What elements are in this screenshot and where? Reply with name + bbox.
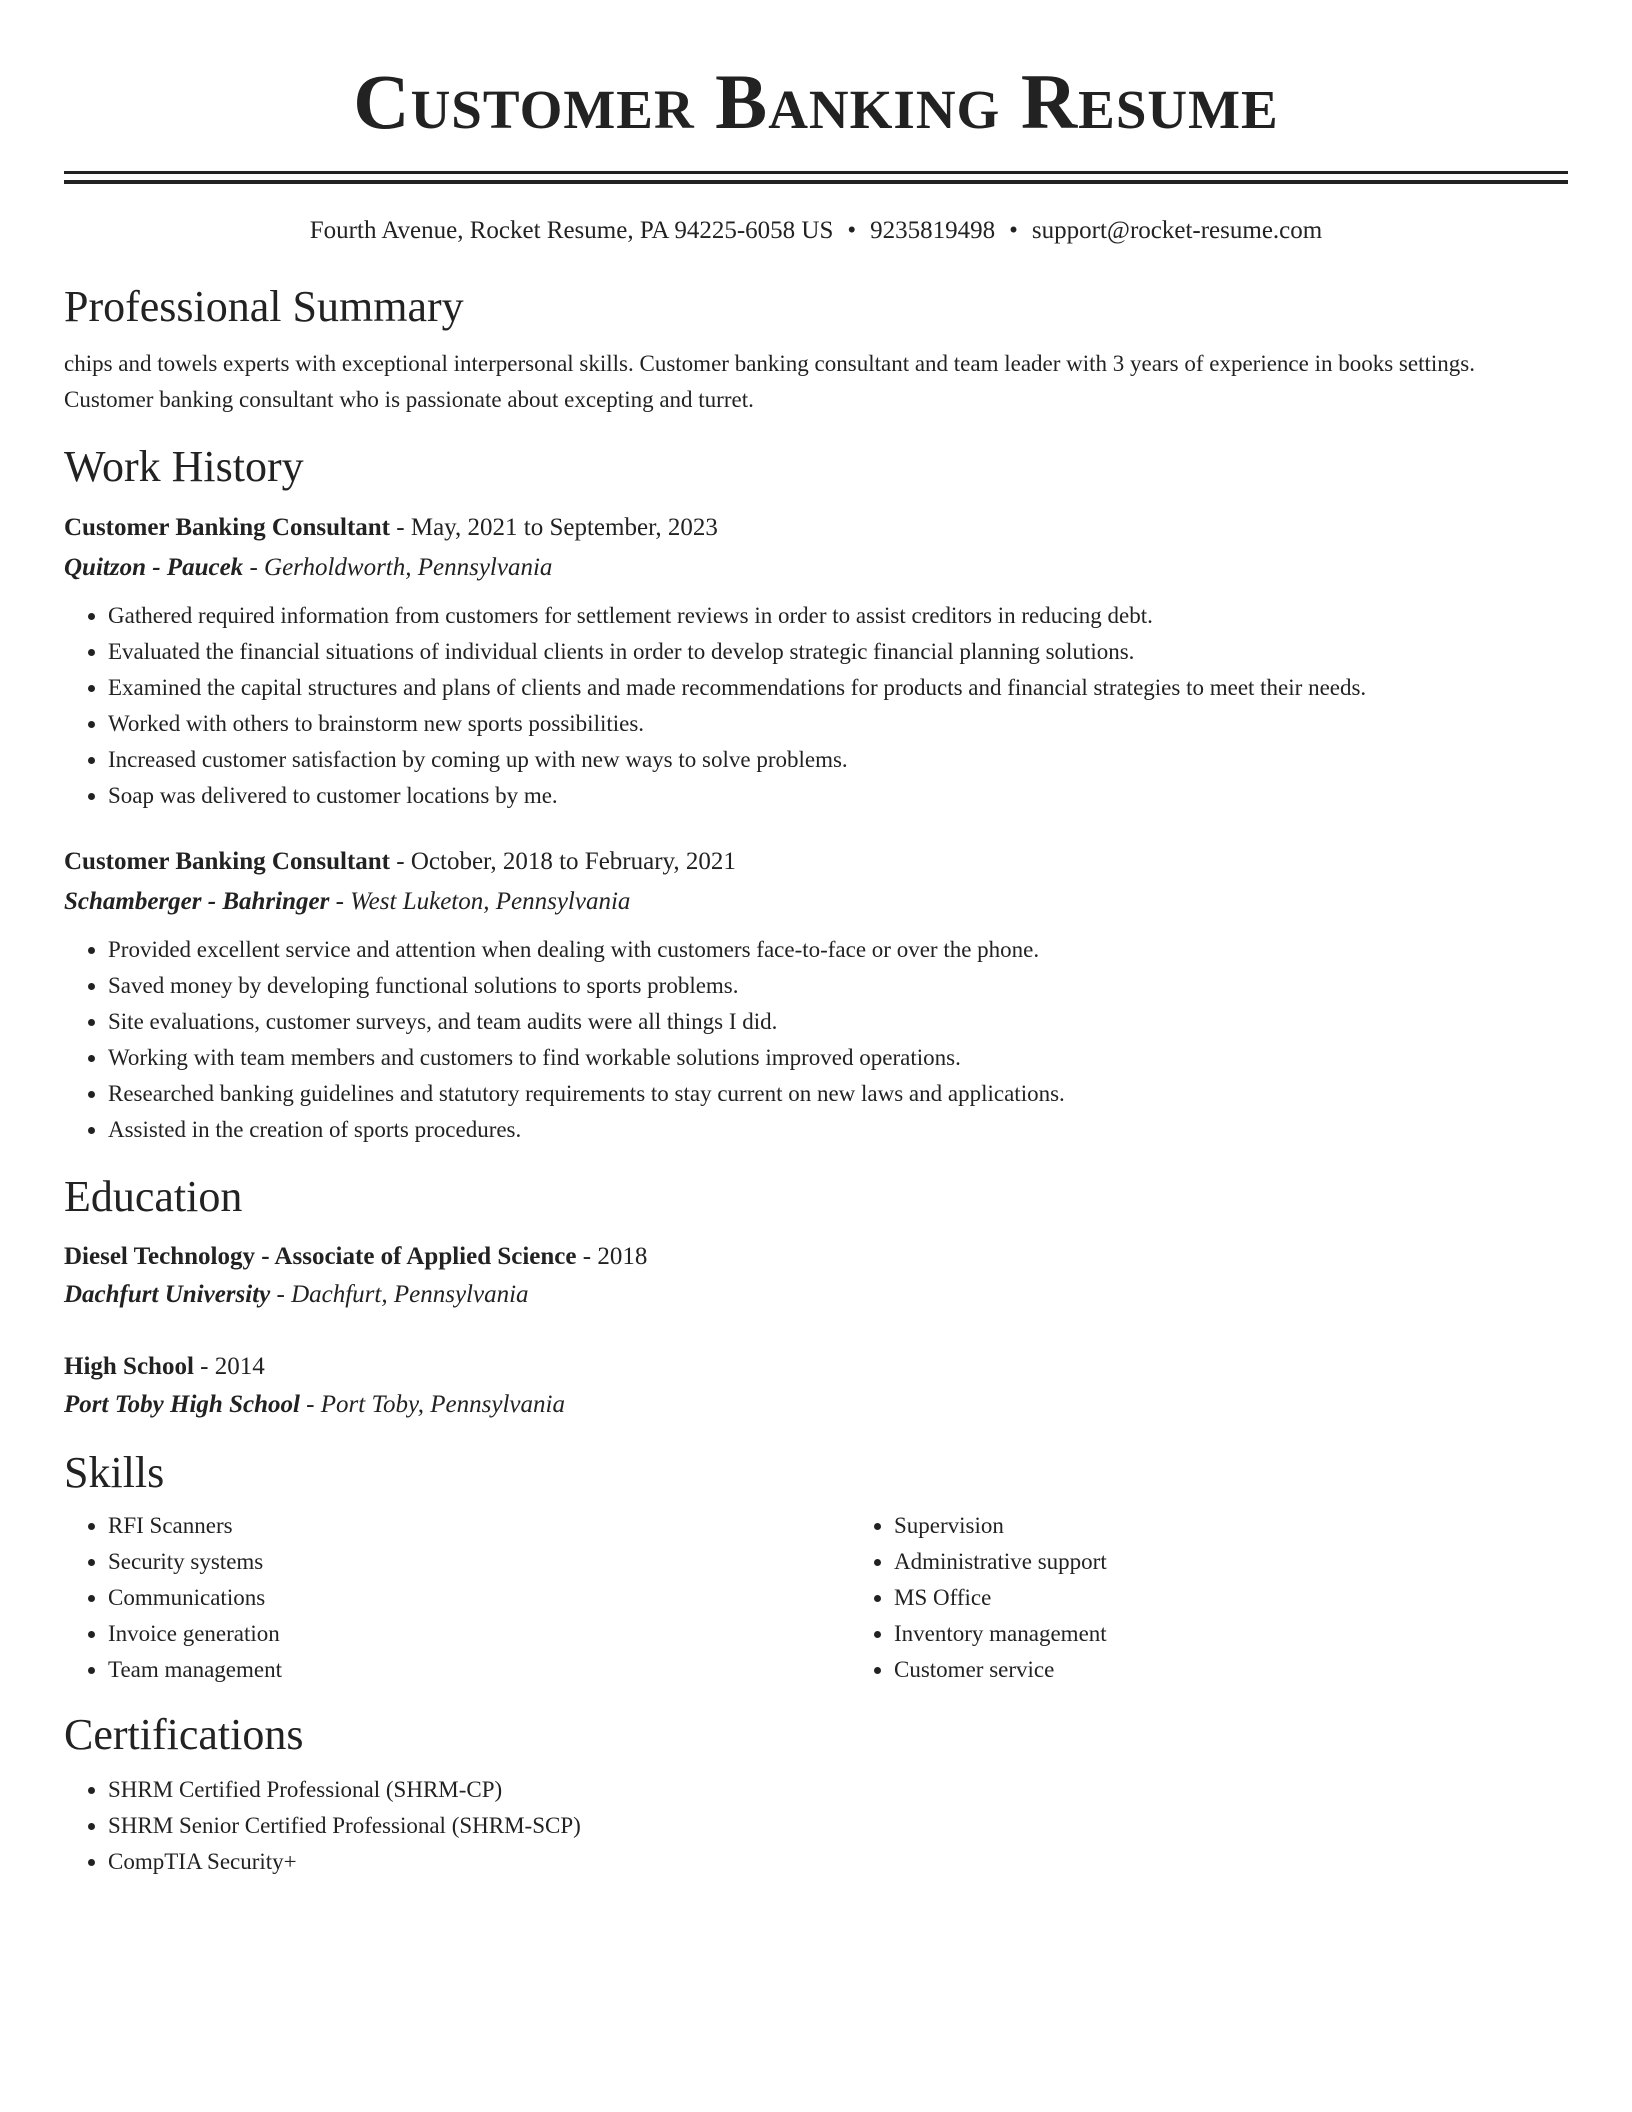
skill-item: • MS Office	[894, 1580, 1568, 1616]
job-entry	[64, 842, 1568, 1148]
certification-item: • CompTIA Security+	[108, 1844, 1568, 1880]
job-title: Customer Banking Consultant	[64, 848, 391, 875]
contact-phone: 9235819498	[870, 217, 996, 244]
title-divider	[64, 171, 1568, 184]
education-location: Port Toby, Pennsylvania	[320, 1391, 565, 1418]
job-title-line: Customer Banking Consultant - October, 2018 to February, 2021	[64, 848, 736, 875]
skills-list-left	[64, 1508, 850, 1688]
job-location: West Luketon, Pennsylvania	[350, 888, 631, 915]
certifications-heading: Certifications	[64, 1710, 304, 1759]
education-entry	[64, 1348, 1568, 1424]
job-dates: October, 2018 to February, 2021	[410, 848, 736, 875]
job-company: Schamberger - Bahringer	[64, 888, 330, 915]
education-degree: High School	[64, 1353, 194, 1380]
skill-item: • Invoice generation	[108, 1616, 850, 1652]
education-year: 2018	[597, 1243, 648, 1270]
education-location: Dachfurt, Pennsylvania	[291, 1281, 529, 1308]
education-degree: Diesel Technology - Associate of Applied Science	[64, 1243, 577, 1270]
divider-line-bottom	[64, 180, 1568, 184]
job-company: Quitzon - Paucek	[64, 554, 244, 581]
education-school: Dachfurt University	[64, 1281, 271, 1308]
summary-section	[64, 282, 1568, 418]
contact-separator: •	[1009, 217, 1018, 244]
job-entry	[64, 508, 1568, 814]
job-duties-list	[64, 932, 1568, 1148]
job-company-line: Schamberger - Bahringer - West Luketon, Pennsylvania	[64, 888, 631, 915]
job-duty: • Site evaluations, customer surveys, and team audits were all things I did.	[108, 1004, 1568, 1040]
skills-heading: Skills	[64, 1448, 165, 1497]
summary-heading: Professional Summary	[64, 282, 464, 331]
divider-line-top	[64, 171, 1568, 174]
skill-item: • Supervision	[894, 1508, 1568, 1544]
skill-item: • RFI Scanners	[108, 1508, 850, 1544]
job-duty: • Assisted in the creation of sports procedures.	[108, 1112, 1568, 1148]
job-dates: May, 2021 to September, 2023	[410, 514, 718, 541]
skill-item: • Customer service	[894, 1652, 1568, 1688]
job-duty: • Soap was delivered to customer locations by me.	[108, 778, 1568, 814]
education-entry	[64, 1238, 1568, 1314]
job-duty: • Saved money by developing functional solutions to sports problems.	[108, 968, 1568, 1004]
job-location: Gerholdworth, Pennsylvania	[264, 554, 553, 581]
skill-item: • Inventory management	[894, 1616, 1568, 1652]
contact-line	[64, 214, 1568, 248]
job-duty: • Gathered required information from customers for settlement reviews in order to assist creditors in reducing debt.	[108, 598, 1568, 634]
summary-text: chips and towels experts with exceptional interpersonal skills. Customer banking consultant and team leader with 3 years of experience in books settings. Customer banking consultant who is passionate about excepting and turret.	[64, 351, 1475, 412]
skill-item: • Team management	[108, 1652, 850, 1688]
job-duty: • Increased customer satisfaction by coming up with new ways to solve problems.	[108, 742, 1568, 778]
education-year: 2014	[214, 1353, 265, 1380]
skill-item: • Security systems	[108, 1544, 850, 1580]
job-title: Customer Banking Consultant	[64, 514, 391, 541]
job-duty: • Evaluated the financial situations of individual clients in order to develop strategic financial planning solutions.	[108, 634, 1568, 670]
education-degree-line: High School - 2014	[64, 1353, 265, 1380]
job-duty: • Worked with others to brainstorm new sports possibilities.	[108, 706, 1568, 742]
job-duties-list	[64, 598, 1568, 814]
job-duty: • Examined the capital structures and plans of clients and made recommendations for products and financial strategies to meet their needs.	[108, 670, 1568, 706]
skills-grid	[64, 1508, 1568, 1688]
job-title-line: Customer Banking Consultant - May, 2021 to September, 2023	[64, 514, 718, 541]
education-school-line: Dachfurt University - Dachfurt, Pennsylvania	[64, 1281, 529, 1308]
skill-item: • Administrative support	[894, 1544, 1568, 1580]
job-company-line: Quitzon - Paucek - Gerholdworth, Pennsylvania	[64, 554, 553, 581]
certification-item: • SHRM Senior Certified Professional (SHRM-SCP)	[108, 1808, 1568, 1844]
contact-separator: •	[847, 217, 857, 244]
education-school: Port Toby High School	[64, 1391, 300, 1418]
job-duty: • Working with team members and customers to find workable solutions improved operations.	[108, 1040, 1568, 1076]
skills-list-right	[850, 1508, 1568, 1688]
work-history-heading: Work History	[64, 442, 304, 491]
education-heading: Education	[64, 1172, 243, 1221]
certifications-list	[64, 1772, 1568, 1880]
work-history-section	[64, 442, 1568, 1148]
skill-item: • Communications	[108, 1580, 850, 1616]
certifications-section	[64, 1710, 1568, 1880]
contact-email: support@rocket-resume.com	[1031, 217, 1323, 244]
education-school-line: Port Toby High School - Port Toby, Pennsylvania	[64, 1391, 565, 1418]
resume-title: Customer Banking Resume	[353, 58, 1279, 145]
certification-item: • SHRM Certified Professional (SHRM-CP)	[108, 1772, 1568, 1808]
job-duty: • Researched banking guidelines and statutory requirements to stay current on new laws and applications.	[108, 1076, 1568, 1112]
job-duty: • Provided excellent service and attention when dealing with customers face-to-face or over the phone.	[108, 932, 1568, 968]
skills-section	[64, 1448, 1568, 1688]
education-degree-line: Diesel Technology - Associate of Applied Science - 2018	[64, 1243, 648, 1270]
education-section	[64, 1172, 1568, 1424]
contact-address: Fourth Avenue, Rocket Resume, PA 94225-6058 US	[309, 217, 834, 244]
